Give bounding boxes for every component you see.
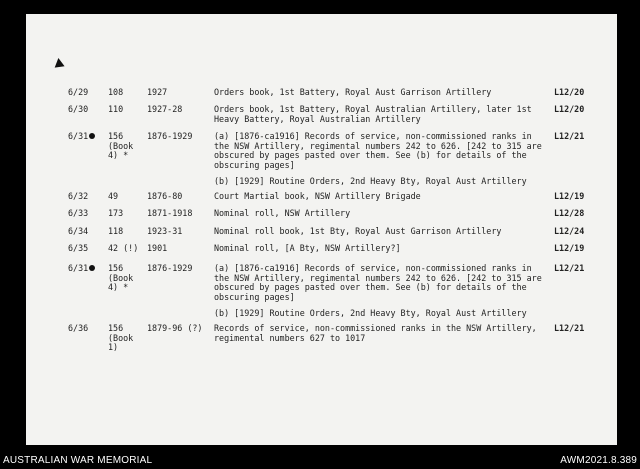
record-item-number: 156 (Book 1) <box>108 323 134 353</box>
record-reference-text: 6/31 <box>68 131 89 141</box>
bullet-dot-icon <box>89 265 95 271</box>
record-item-number: 49 <box>108 191 119 201</box>
record-item-number: 110 <box>108 104 124 114</box>
record-item-number: 156 (Book 4) * <box>108 263 134 293</box>
record-date-range: 1923-31 <box>147 226 183 236</box>
record-date-range: 1876-1929 <box>147 131 193 141</box>
record-reference-text: 6/30 <box>68 104 89 114</box>
record-date-range: 1876-80 <box>147 191 183 201</box>
record-reference-text: 6/32 <box>68 191 89 201</box>
footer-institution: AUSTRALIAN WAR MEMORIAL <box>3 455 153 466</box>
record-box-location: L12/20 <box>554 87 585 97</box>
description-paragraph: (b) [1929] Routine Orders, 2nd Heavy Bty, Royal Aust Artillery <box>214 307 527 318</box>
record-date-range: 1879-96 (?) <box>147 323 203 333</box>
record-reference-text: 6/31 <box>68 263 89 273</box>
record-reference-text: 6/34 <box>68 226 89 236</box>
record-reference <box>68 264 95 274</box>
record-item-number: 42 (!) <box>108 243 139 253</box>
description-paragraph: Orders book, 1st Battery, Royal Aust Garrison Artillery <box>214 87 492 97</box>
record-reference <box>68 192 88 202</box>
record-box-location: L12/21 <box>554 323 585 333</box>
record-reference-text: 6/35 <box>68 243 89 253</box>
record-box-location: L12/28 <box>554 208 585 218</box>
record-box-location: L12/24 <box>554 226 585 236</box>
record-description <box>214 105 548 131</box>
record-date-range: 1876-1929 <box>147 263 193 273</box>
record-box-location: L12/19 <box>554 243 585 253</box>
record-box-location: L12/21 <box>554 131 585 141</box>
description-paragraph: Nominal roll, NSW Artillery <box>214 208 351 218</box>
record-description <box>214 264 548 325</box>
description-paragraph: Records of service, non-commissioned ranks in the NSW Artillery, regimental numbers 627 to 1017 <box>214 323 537 343</box>
footer-accession-number: AWM2021.8.389 <box>560 455 637 466</box>
record-description <box>214 324 548 350</box>
description-paragraph: (a) [1876-ca1916] Records of service, non-commissioned ranks in the NSW Artillery, regimental numbers 242 to 626. [242 to 315 are obscured by pages pasted over them. See (b) for details of the obscuring pages] <box>214 263 542 302</box>
record-date-range: 1927-28 <box>147 104 183 114</box>
record-description <box>214 88 548 104</box>
record-box-location: L12/21 <box>554 263 585 273</box>
record-item-number: 108 <box>108 87 124 97</box>
record-reference <box>68 324 88 334</box>
record-description <box>214 132 548 193</box>
record-description <box>214 209 548 225</box>
record-reference <box>68 227 88 237</box>
description-paragraph: (a) [1876-ca1916] Records of service, non-commissioned ranks in the NSW Artillery, regimental numbers 242 to 626. [242 to 315 are obscured by pages pasted over them. See (b) for details of the obscuring pages] <box>214 131 542 170</box>
record-description <box>214 192 548 208</box>
triangle-mark-icon <box>53 57 64 67</box>
record-reference <box>68 88 88 98</box>
record-description <box>214 244 548 260</box>
record-reference <box>68 209 88 219</box>
record-reference-text: 6/33 <box>68 208 89 218</box>
record-reference <box>68 105 88 115</box>
record-reference-text: 6/36 <box>68 323 89 333</box>
record-item-number: 118 <box>108 226 124 236</box>
document-page <box>26 14 617 445</box>
record-box-location: L12/20 <box>554 104 585 114</box>
description-paragraph: Orders book, 1st Battery, Royal Australian Artillery, later 1st Heavy Battery, Royal Australian Artillery <box>214 104 532 124</box>
record-reference <box>68 244 88 254</box>
description-paragraph: Nominal roll book, 1st Bty, Royal Aust Garrison Artillery <box>214 226 502 236</box>
bullet-dot-icon <box>89 133 95 139</box>
record-box-location: L12/19 <box>554 191 585 201</box>
description-paragraph: Nominal roll, [A Bty, NSW Artillery?] <box>214 243 401 253</box>
description-paragraph: Court Martial book, NSW Artillery Brigade <box>214 191 421 201</box>
description-paragraph: (b) [1929] Routine Orders, 2nd Heavy Bty, Royal Aust Artillery <box>214 175 527 186</box>
record-date-range: 1871-1918 <box>147 208 193 218</box>
record-item-number: 173 <box>108 208 124 218</box>
record-reference <box>68 132 95 142</box>
record-item-number: 156 (Book 4) * <box>108 131 134 161</box>
record-date-range: 1901 <box>147 243 168 253</box>
record-date-range: 1927 <box>147 87 168 97</box>
record-description <box>214 227 548 243</box>
record-reference-text: 6/29 <box>68 87 89 97</box>
